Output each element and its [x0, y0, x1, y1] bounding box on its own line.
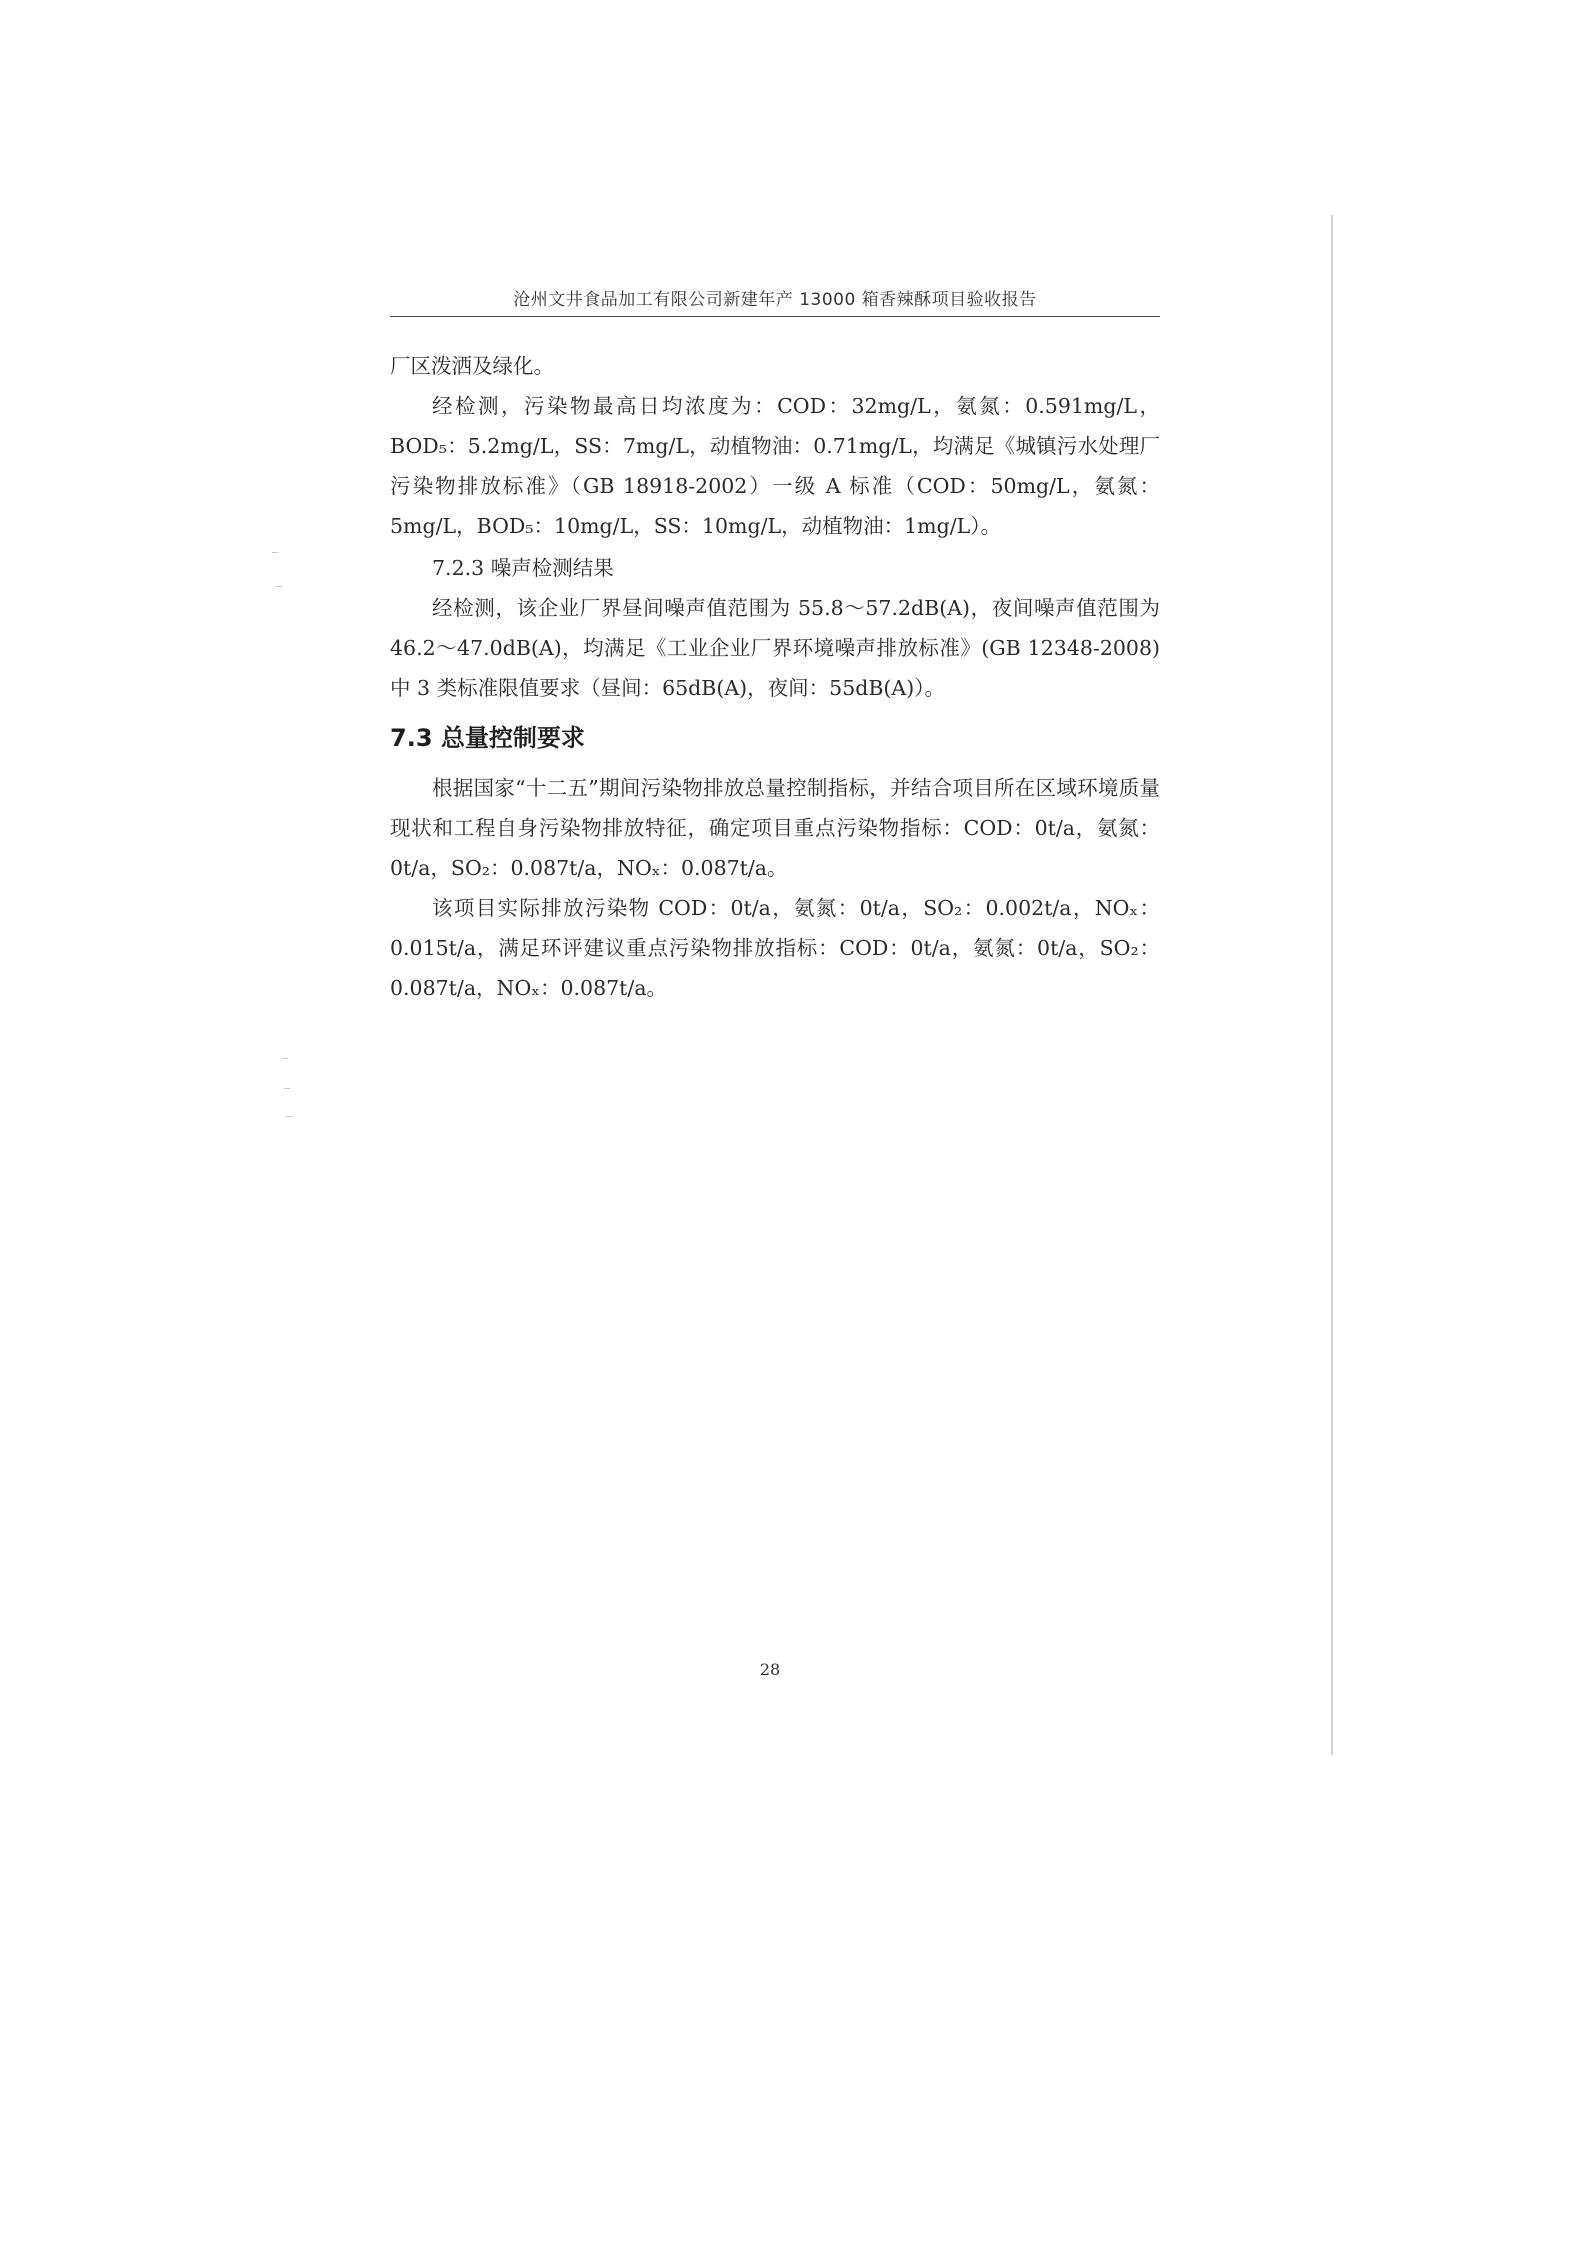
paragraph-actual-emissions: 该项目实际排放污染物 COD：0t/a，氨氮：0t/a，SO₂：0.002t/a，NOₓ：0.015t/a，满足环评建议重点污染物排放指标：COD：0t/a，氨氮：0t/a，SO₂：0.087t/a，NOₓ：0.087t/a。	[390, 896, 1160, 1000]
subsection-heading-noise: 7.2.3 噪声检测结果	[432, 556, 614, 580]
paragraph-wastewater-results: 经检测，污染物最高日均浓度为：COD：32mg/L，氨氮：0.591mg/L，BOD₅：5.2mg/L，SS：7mg/L，动植物油：0.71mg/L，均满足《城镇污水处理厂污染物排放标准》（GB 18918-2002）一级 A 标准（COD：50mg/L，氨氮：5mg/L，BOD₅：10mg/L，SS：10mg/L，动植物油：1mg/L）。	[390, 394, 1160, 538]
margin-mark	[272, 552, 278, 553]
section-heading-total-control: 7.3 总量控制要求	[390, 724, 585, 752]
paragraph-greening: 厂区泼洒及绿化。	[390, 354, 554, 378]
page-number: 28	[759, 1660, 781, 1679]
document-body	[390, 346, 1160, 1008]
margin-mark	[276, 586, 282, 587]
paragraph-total-control-basis: 根据国家“十二五”期间污染物排放总量控制指标，并结合项目所在区域环境质量现状和工程自身污染物排放特征，确定项目重点污染物指标：COD：0t/a，氨氮：0t/a，SO₂：0.087t/a，NOₓ：0.087t/a。	[390, 776, 1160, 880]
paragraph-noise-results: 经检测，该企业厂界昼间噪声值范围为 55.8～57.2dB(A)，夜间噪声值范围为 46.2～47.0dB(A)，均满足《工业企业厂界环境噪声排放标准》(GB 12348-2008) 中 3 类标准限值要求（昼间：65dB(A)，夜间：55dB(A)）。	[390, 596, 1160, 700]
header-rule	[390, 316, 1160, 317]
margin-mark	[284, 1088, 290, 1089]
scan-edge-line	[1331, 215, 1333, 1755]
page-header	[390, 288, 1160, 317]
margin-mark	[282, 1058, 288, 1059]
margin-mark	[286, 1116, 292, 1117]
header-title: 沧州文井食品加工有限公司新建年产 13000 箱香辣酥项目验收报告	[513, 290, 1037, 310]
